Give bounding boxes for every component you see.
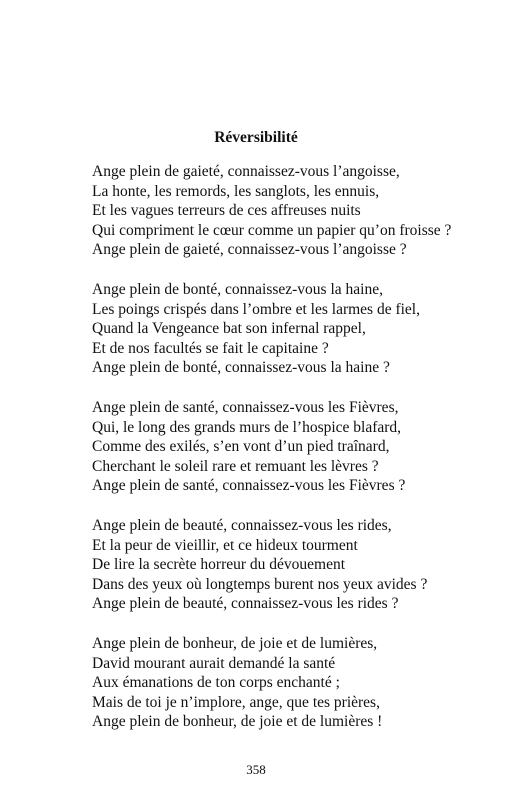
poem-line: Et les vagues terreurs de ces affreuses nuits (92, 202, 361, 220)
stanza-2 (92, 280, 502, 398)
poem-line: Cherchant le soleil rare et remuant les lèvres ? (92, 457, 379, 475)
poem-line: Et de nos facultés se fait le capitaine ? (92, 339, 329, 357)
poem-line: Qui, le long des grands murs de l’hospice blafard, (92, 418, 402, 436)
poem-line: La honte, les remords, les sanglots, les ennuis, (92, 182, 380, 200)
poem-line: Aux émanations de ton corps enchanté ; (92, 674, 340, 692)
poem-line: Et la peur de vieillir, et ce hideux tourment (92, 536, 358, 554)
stanza-4 (92, 516, 502, 634)
stanza-5 (92, 634, 502, 752)
poem-line: Ange plein de santé, connaissez-vous les Fièvres, (92, 399, 399, 416)
poem-line: Ange plein de gaieté, connaissez-vous l’angoisse ? (92, 241, 407, 259)
poem-line: Ange plein de santé, connaissez-vous les Fièvres ? (92, 477, 406, 495)
poem-line: Ange plein de bonheur, de joie et de lumières, (92, 635, 378, 652)
poem-line: Ange plein de bonté, connaissez-vous la haine ? (92, 359, 390, 377)
stanza-1 (92, 162, 502, 280)
poem-line: Dans des yeux où longtemps burent nos yeux avides ? (92, 575, 428, 593)
poem-line: Ange plein de bonheur, de joie et de lumières ! (92, 713, 383, 731)
poem-line: Ange plein de beauté, connaissez-vous les rides ? (92, 595, 399, 613)
poem-line: Les poings crispés dans l’ombre et les larmes de fiel, (92, 300, 420, 318)
poem-line: Qui compriment le cœur comme un papier qu’on froisse ? (92, 221, 452, 239)
poem-title: Réversibilité (214, 129, 298, 146)
poem-line: Mais de toi je n’implore, ange, que tes prières, (92, 693, 380, 711)
page-number: 358 (246, 762, 266, 777)
poem-line: Ange plein de gaieté, connaissez-vous l’angoisse, (92, 163, 400, 180)
stanza-3 (92, 398, 502, 516)
poem-line: David mourant aurait demandé la santé (92, 654, 336, 672)
poem-line: Ange plein de beauté, connaissez-vous les rides, (92, 517, 392, 534)
poem-line: De lire la secrète horreur du dévouement (92, 556, 346, 574)
poem-line: Quand la Vengeance bat son infernal rappel, (92, 320, 366, 338)
poem-line: Comme des exilés, s’en vont d’un pied traînard, (92, 438, 390, 456)
poem-line: Ange plein de bonté, connaissez-vous la haine, (92, 281, 383, 298)
poem-body (92, 162, 502, 752)
